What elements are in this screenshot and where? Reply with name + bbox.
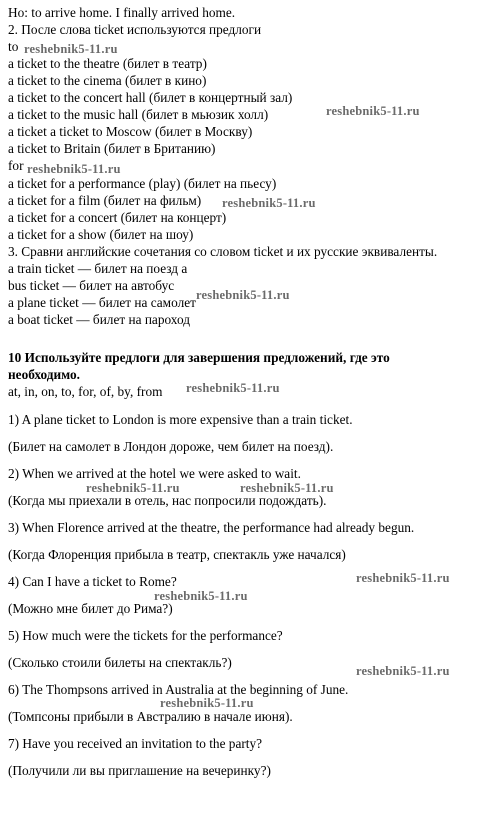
watermark: reshebnik5-11.ru (356, 571, 450, 585)
text-line: a ticket for a film (билет на фильм) (8, 193, 202, 208)
sentence-en: 3) When Florence arrived at the theatre, the performance had already begun. (8, 520, 415, 535)
text-line: 2. После слова ticket используются предлоги (8, 22, 262, 37)
text-line: a ticket a ticket to Moscow (билет в Москву) (8, 124, 253, 139)
watermark: reshebnik5-11.ru (86, 481, 180, 495)
text-line: a ticket for a concert (билет на концерт) (8, 210, 227, 225)
watermark: reshebnik5-11.ru (240, 481, 334, 495)
exercise-title: 10 Используйте предлоги для завершения предложений, где это (8, 350, 390, 365)
watermark: reshebnik5-11.ru (27, 162, 121, 176)
watermark: reshebnik5-11.ru (24, 42, 118, 56)
sentence-en: 1) A plane ticket to London is more expensive than a train ticket. (8, 412, 353, 427)
watermark: reshebnik5-11.ru (154, 589, 248, 603)
sentence-en: 6) The Thompsons arrived in Australia at the beginning of June. (8, 682, 349, 697)
text-line: Но: to arrive home. I finally arrived home. (8, 5, 236, 20)
watermark: reshebnik5-11.ru (222, 196, 316, 210)
text-line: a ticket for a performance (play) (билет на пьесу) (8, 176, 277, 191)
exercise-title: необходимо. (8, 367, 81, 382)
text-line: a train ticket — билет на поезд а (8, 261, 188, 276)
watermark: reshebnik5-11.ru (186, 381, 280, 395)
text-line: bus ticket — билет на автобус (8, 278, 175, 293)
sentence-ru: (Когда мы приехали в отель, нас попросили подождать). (8, 493, 327, 508)
preposition-list: at, in, on, to, for, of, by, from (8, 384, 163, 399)
text-line: a ticket to the cinema (билет в кино) (8, 73, 207, 88)
text-line: a ticket to the concert hall (билет в концертный зал) (8, 90, 293, 105)
text-line: a ticket to the theatre (билет в театр) (8, 56, 207, 71)
text-line: a plane ticket — билет на самолет (8, 295, 196, 310)
sentence-ru: (Получили ли вы приглашение на вечеринку?) (8, 763, 271, 778)
sentence-en: 4) Can I have a ticket to Rome? (8, 574, 177, 589)
text-line: 3. Сравни английские сочетания со словом ticket и их русские эквиваленты. (8, 244, 438, 259)
text-line: a boat ticket — билет на пароход (8, 312, 190, 327)
watermark: reshebnik5-11.ru (160, 696, 254, 710)
watermark: reshebnik5-11.ru (356, 664, 450, 678)
sentence-ru: (Билет на самолет в Лондон дороже, чем билет на поезд). (8, 439, 334, 454)
text-line: a ticket to the music hall (билет в мьюзик холл) (8, 107, 269, 122)
text-line: a ticket for a show (билет на шоу) (8, 227, 194, 242)
sentence-ru: (Когда Флоренция прибыла в театр, спектакль уже начался) (8, 547, 346, 562)
sentence-ru: (Можно мне билет до Рима?) (8, 601, 173, 616)
sentence-en: 5) How much were the tickets for the performance? (8, 628, 283, 643)
sentence-ru: (Томпсоны прибыли в Австралию в начале июня). (8, 709, 293, 724)
watermark: reshebnik5-11.ru (196, 288, 290, 302)
text-line: for (8, 158, 24, 173)
sentence-ru: (Сколько стоили билеты на спектакль?) (8, 655, 232, 670)
sentence-en: 7) Have you received an invitation to the party? (8, 736, 263, 751)
text-line: a ticket to Britain (билет в Британию) (8, 141, 216, 156)
text-line: to (8, 39, 19, 54)
watermark: reshebnik5-11.ru (326, 104, 420, 118)
sentence-en: 2) When we arrived at the hotel we were asked to wait. (8, 466, 301, 481)
